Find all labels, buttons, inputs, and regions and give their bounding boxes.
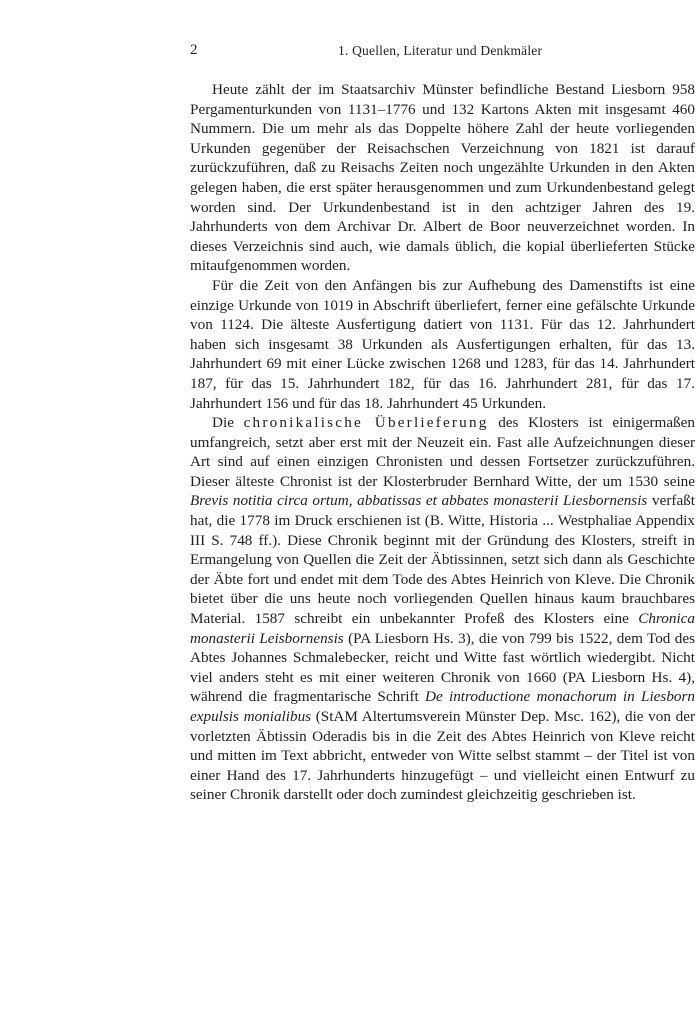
spaced-term: chronikalische Überlieferung <box>243 414 489 432</box>
text-run: Für die Zeit von den Anfängen bis zur Aufhebung des Damenstifts ist eine einzige Urkunde von 1019 in Abschrift überliefert, ferner eine gefälschte Urkunde von 1124. Die älteste Ausfertigung datiert von 1131. Für das 12. Jahrhundert haben sich insgesamt 38 Urkunden als Ausfertigungen erhalten, für das 13. Jahrhundert 69 mit einer Lücke zwischen 1268 und 1283, für das 14. Jahrhundert 187, für das 15. Jahrhundert 182, für das 16. Jahrhundert 281, für das 17. Jahrhundert 156 und für das 18. Jahrhundert 45 Urkunden. <box>190 276 695 412</box>
text-run: Heute zählt der im Staatsarchiv Münster befindliche Bestand Liesborn 958 Pergamenturkunden von 1131–1776 und 132 Kartons Akten mit insgesamt 460 Nummern. Die um mehr als das Doppelte höhere Zahl der heute vorliegenden Urkunden gegenüber der Reisachschen Verzeichnung von 1821 ist darauf zurückzuführen, daß zu Reisachs Zeiten noch ungezählte Urkunden in den Akten gelegen haben, die erst später herausgenommen und zum Urkundenbestand gelegt worden sind. Der Urkundenbestand ist in den achtziger Jahren des 19. Jahrhunderts von dem Archivar Dr. Albert de Boor neuverzeichnet worden. In dieses Verzeichnis sind auch, wie damals üblich, die kopial überlieferten Stücke mitaufgenommen worden. <box>190 81 695 275</box>
text-run: Die <box>212 414 244 432</box>
running-head: 1. Quellen, Literatur und Denkmäler <box>338 43 543 58</box>
page-header <box>190 42 695 62</box>
paragraph-charters <box>190 276 695 413</box>
work-title: Brevis notitia circa ortum, abbatissas et abbates monasterii Liesbornensis <box>190 492 648 510</box>
paragraph-chronicles <box>190 413 695 805</box>
paragraph-holdings <box>190 80 695 276</box>
page-number: 2 <box>190 42 198 58</box>
text-run: des Klosters ist einigermaßen umfangreich, setzt aber erst mit der Neuzeit ein. Fast alle Aufzeichnungen dieser Art sind auf einen einzigen Chronisten und dessen Fortsetzer zurückzuführen. Dieser älteste Chronist ist der Klosterbruder Bernhard Witte, der um 1530 seine <box>190 414 695 490</box>
work-title: De introductione monachorum in Liesborn expulsis monialibus <box>190 688 696 725</box>
body-text <box>190 80 695 805</box>
text-run: (PA Liesborn Hs. 3), die von 799 bis 1522, dem Tod des Abtes Johannes Schmalebecker, reicht und Witte fast wörtlich wiedergibt. Nicht viel anders steht es mit einer weiteren Chronik von 1660 (PA Liesborn Hs. 4), während die fragmentarische Schrift <box>190 629 696 706</box>
work-title: Chronica monasterii Leisbornensis <box>190 610 695 647</box>
text-run: (StAM Altertumsverein Münster Dep. Msc. 162), die von der vorletzten Äbtissin Oderadis bis in die Zeit des Abtes Heinrich von Kleve reicht und mitten im Text abbricht, entweder von Witte selbst stammt – der Titel ist von einer Hand des 17. Jahrhunderts hinzugefügt – und vielleicht einen Entwurf zu seiner Chronik darstellt oder doch zumindest gleichzeitig geschrieben ist. <box>190 708 695 804</box>
text-run: verfaßt hat, die 1778 im Druck erschienen ist (B. Witte, Historia ... Westphaliae Appendix III S. 748 ff.). Diese Chronik beginnt mit der Gründung des Klosters, streift in Ermangelung von Quellen die Zeit der Äbtissinnen, setzt sich dann als Geschichte der Äbte fort und endet mit dem Tode des Abtes Heinrich von Kleve. Die Chronik bietet über die uns heute noch vorliegenden Quellen hinaus kaum brauchbares Material. 1587 schreibt ein unbekannter Profeß des Klosters eine <box>190 492 695 628</box>
